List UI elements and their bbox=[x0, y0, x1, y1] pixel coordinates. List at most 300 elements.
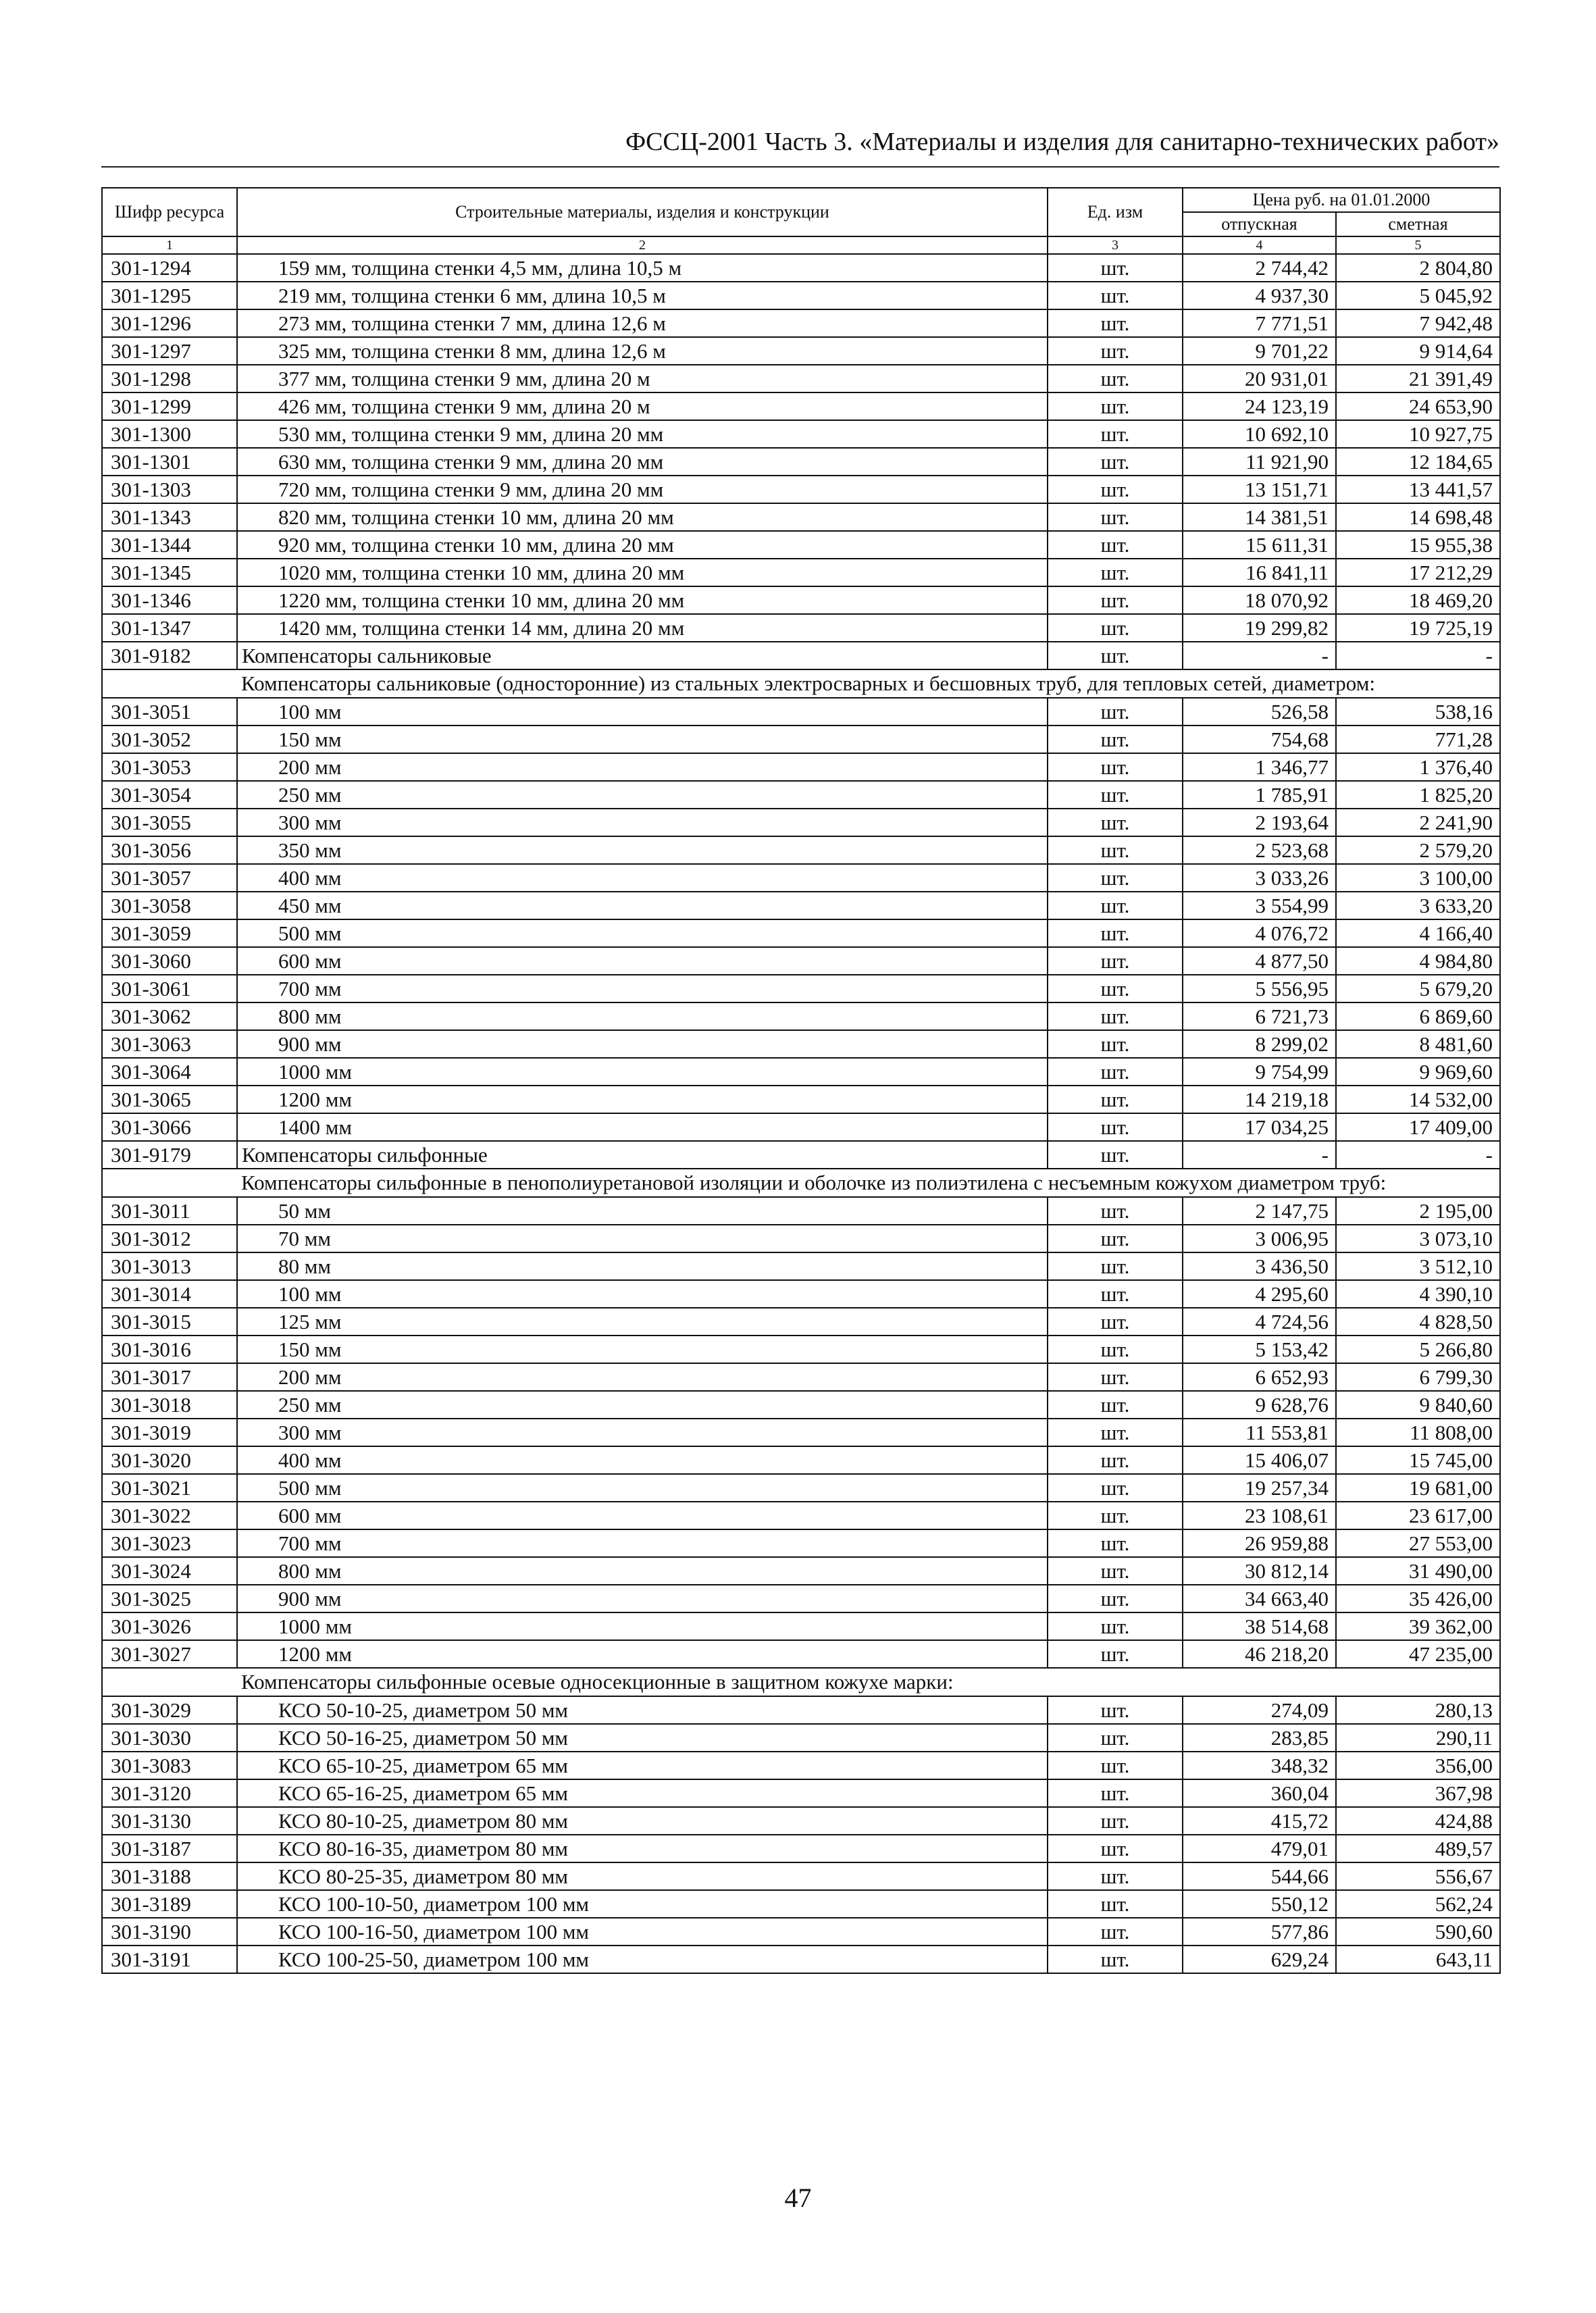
item-description: 820 мм, толщина стенки 10 мм, длина 20 мм bbox=[237, 503, 1048, 531]
unit-of-measure: шт. bbox=[1048, 1280, 1183, 1308]
estimate-price: 489,57 bbox=[1336, 1835, 1500, 1862]
item-description: Компенсаторы сильфонные bbox=[237, 1141, 1048, 1169]
release-price: 526,58 bbox=[1183, 698, 1336, 726]
table-row bbox=[102, 531, 1500, 559]
item-description: 350 мм bbox=[237, 836, 1048, 864]
table-row bbox=[102, 1002, 1500, 1030]
estimate-price: 4 828,50 bbox=[1336, 1308, 1500, 1336]
resource-code: 301-3057 bbox=[102, 864, 237, 892]
unit-of-measure: шт. bbox=[1048, 503, 1183, 531]
item-description: КСО 50-10-25, диаметром 50 мм bbox=[237, 1696, 1048, 1724]
unit-of-measure: шт. bbox=[1048, 698, 1183, 726]
unit-of-measure: шт. bbox=[1048, 1419, 1183, 1446]
unit-of-measure: шт. bbox=[1048, 1225, 1183, 1252]
resource-code: 301-3027 bbox=[102, 1640, 237, 1668]
resource-code: 301-3030 bbox=[102, 1724, 237, 1752]
unit-of-measure: шт. bbox=[1048, 1696, 1183, 1724]
resource-code: 301-3059 bbox=[102, 919, 237, 947]
estimate-price: 6 869,60 bbox=[1336, 1002, 1500, 1030]
table-row bbox=[102, 392, 1500, 420]
unit-of-measure: шт. bbox=[1048, 309, 1183, 337]
resource-code: 301-3066 bbox=[102, 1113, 237, 1141]
item-description: 1220 мм, толщина стенки 10 мм, длина 20 мм bbox=[237, 586, 1048, 614]
release-price: 16 841,11 bbox=[1183, 559, 1336, 586]
col-header-price-group: Цена руб. на 01.01.2000 bbox=[1183, 188, 1500, 212]
item-description: КСО 100-16-50, диаметром 100 мм bbox=[237, 1918, 1048, 1946]
unit-of-measure: шт. bbox=[1048, 1752, 1183, 1779]
unit-of-measure: шт. bbox=[1048, 642, 1183, 669]
unit-of-measure: шт. bbox=[1048, 420, 1183, 448]
table-row bbox=[102, 282, 1500, 309]
release-price: 34 663,40 bbox=[1183, 1585, 1336, 1612]
item-description: 900 мм bbox=[237, 1030, 1048, 1058]
unit-of-measure: шт. bbox=[1048, 1890, 1183, 1918]
table-row bbox=[102, 1280, 1500, 1308]
resource-code: 301-3013 bbox=[102, 1252, 237, 1280]
section-heading-row bbox=[102, 669, 1500, 698]
release-price: 5 153,42 bbox=[1183, 1336, 1336, 1363]
resource-code: 301-3191 bbox=[102, 1946, 237, 1973]
unit-of-measure: шт. bbox=[1048, 726, 1183, 753]
release-price: 3 006,95 bbox=[1183, 1225, 1336, 1252]
resource-code: 301-3188 bbox=[102, 1862, 237, 1890]
table-row bbox=[102, 1612, 1500, 1640]
release-price: 2 523,68 bbox=[1183, 836, 1336, 864]
table-row bbox=[102, 1252, 1500, 1280]
release-price: 4 937,30 bbox=[1183, 282, 1336, 309]
resource-code: 301-3025 bbox=[102, 1585, 237, 1612]
resource-code: 301-3020 bbox=[102, 1446, 237, 1474]
table-row bbox=[102, 586, 1500, 614]
table-row bbox=[102, 1946, 1500, 1973]
estimate-price: 17 212,29 bbox=[1336, 559, 1500, 586]
item-description: 300 мм bbox=[237, 809, 1048, 836]
column-number: 1 bbox=[102, 236, 237, 254]
resource-code: 301-3019 bbox=[102, 1419, 237, 1446]
resource-code: 301-3023 bbox=[102, 1529, 237, 1557]
release-price: 23 108,61 bbox=[1183, 1502, 1336, 1529]
item-description: 800 мм bbox=[237, 1002, 1048, 1030]
estimate-price: 771,28 bbox=[1336, 726, 1500, 753]
estimate-price: 14 698,48 bbox=[1336, 503, 1500, 531]
section-code-cell bbox=[102, 1169, 237, 1197]
table-row bbox=[102, 753, 1500, 781]
release-price: 19 257,34 bbox=[1183, 1474, 1336, 1502]
estimate-price: 3 633,20 bbox=[1336, 892, 1500, 919]
unit-of-measure: шт. bbox=[1048, 1557, 1183, 1585]
resource-code: 301-3011 bbox=[102, 1197, 237, 1225]
estimate-price: 12 184,65 bbox=[1336, 448, 1500, 476]
resource-code: 301-3014 bbox=[102, 1280, 237, 1308]
resource-code: 301-3021 bbox=[102, 1474, 237, 1502]
section-code-cell bbox=[102, 669, 237, 698]
group-row bbox=[102, 642, 1500, 669]
estimate-price: 5 679,20 bbox=[1336, 975, 1500, 1002]
table-row bbox=[102, 1336, 1500, 1363]
resource-code: 301-3061 bbox=[102, 975, 237, 1002]
resource-code: 301-3017 bbox=[102, 1363, 237, 1391]
release-price: 3 436,50 bbox=[1183, 1252, 1336, 1280]
col-header-desc: Строительные материалы, изделия и конструкции bbox=[237, 188, 1048, 236]
item-description: 720 мм, толщина стенки 9 мм, длина 20 мм bbox=[237, 476, 1048, 503]
release-price: 4 877,50 bbox=[1183, 947, 1336, 975]
header-rule bbox=[101, 166, 1499, 168]
resource-code: 301-1298 bbox=[102, 365, 237, 392]
resource-code: 301-9179 bbox=[102, 1141, 237, 1169]
release-price: 2 744,42 bbox=[1183, 254, 1336, 282]
column-number-row bbox=[102, 236, 1500, 254]
unit-of-measure: шт. bbox=[1048, 919, 1183, 947]
item-description: КСО 50-16-25, диаметром 50 мм bbox=[237, 1724, 1048, 1752]
item-description: 70 мм bbox=[237, 1225, 1048, 1252]
unit-of-measure: шт. bbox=[1048, 1529, 1183, 1557]
unit-of-measure: шт. bbox=[1048, 1918, 1183, 1946]
item-description: 150 мм bbox=[237, 1336, 1048, 1363]
resource-code: 301-3130 bbox=[102, 1807, 237, 1835]
table-row bbox=[102, 1446, 1500, 1474]
estimate-price: 15 955,38 bbox=[1336, 531, 1500, 559]
release-price: 19 299,82 bbox=[1183, 614, 1336, 642]
release-price: 2 193,64 bbox=[1183, 809, 1336, 836]
column-number: 3 bbox=[1048, 236, 1183, 254]
estimate-price: 356,00 bbox=[1336, 1752, 1500, 1779]
resource-code: 301-3024 bbox=[102, 1557, 237, 1585]
estimate-price: 17 409,00 bbox=[1336, 1113, 1500, 1141]
estimate-price: 14 532,00 bbox=[1336, 1086, 1500, 1113]
col-header-code: Шифр ресурса bbox=[102, 188, 237, 236]
release-price: 4 295,60 bbox=[1183, 1280, 1336, 1308]
release-price: 18 070,92 bbox=[1183, 586, 1336, 614]
item-description: 800 мм bbox=[237, 1557, 1048, 1585]
resource-code: 301-3051 bbox=[102, 698, 237, 726]
estimate-price: 5 045,92 bbox=[1336, 282, 1500, 309]
estimate-price: 2 579,20 bbox=[1336, 836, 1500, 864]
estimate-price: 47 235,00 bbox=[1336, 1640, 1500, 1668]
resource-code: 301-9182 bbox=[102, 642, 237, 669]
header-row bbox=[102, 188, 1500, 212]
resource-code: 301-1344 bbox=[102, 531, 237, 559]
resource-code: 301-3064 bbox=[102, 1058, 237, 1086]
resource-code: 301-3029 bbox=[102, 1696, 237, 1724]
unit-of-measure: шт. bbox=[1048, 1502, 1183, 1529]
release-price: 1 346,77 bbox=[1183, 753, 1336, 781]
item-description: 377 мм, толщина стенки 9 мм, длина 20 м bbox=[237, 365, 1048, 392]
release-price: 9 754,99 bbox=[1183, 1058, 1336, 1086]
table-row bbox=[102, 1890, 1500, 1918]
estimate-price: 7 942,48 bbox=[1336, 309, 1500, 337]
unit-of-measure: шт. bbox=[1048, 282, 1183, 309]
table-row bbox=[102, 1086, 1500, 1113]
unit-of-measure: шт. bbox=[1048, 836, 1183, 864]
estimate-price: 4 984,80 bbox=[1336, 947, 1500, 975]
section-heading-row bbox=[102, 1668, 1500, 1696]
item-description: 630 мм, толщина стенки 9 мм, длина 20 мм bbox=[237, 448, 1048, 476]
release-price: 360,04 bbox=[1183, 1779, 1336, 1807]
release-price: 3 033,26 bbox=[1183, 864, 1336, 892]
table-row bbox=[102, 1502, 1500, 1529]
resource-code: 301-3190 bbox=[102, 1918, 237, 1946]
table-row bbox=[102, 1419, 1500, 1446]
release-price: 283,85 bbox=[1183, 1724, 1336, 1752]
table-row bbox=[102, 1807, 1500, 1835]
release-price: 11 921,90 bbox=[1183, 448, 1336, 476]
resource-code: 301-1300 bbox=[102, 420, 237, 448]
unit-of-measure: шт. bbox=[1048, 947, 1183, 975]
unit-of-measure: шт. bbox=[1048, 337, 1183, 365]
table-row bbox=[102, 1529, 1500, 1557]
release-price: 274,09 bbox=[1183, 1696, 1336, 1724]
estimate-price: 290,11 bbox=[1336, 1724, 1500, 1752]
table-row bbox=[102, 809, 1500, 836]
section-code-cell bbox=[102, 1668, 237, 1696]
table-row bbox=[102, 1197, 1500, 1225]
resource-code: 301-3053 bbox=[102, 753, 237, 781]
resource-code: 301-1343 bbox=[102, 503, 237, 531]
unit-of-measure: шт. bbox=[1048, 1113, 1183, 1141]
release-price: 30 812,14 bbox=[1183, 1557, 1336, 1585]
unit-of-measure: шт. bbox=[1048, 586, 1183, 614]
release-price: 38 514,68 bbox=[1183, 1612, 1336, 1640]
col-header-estimate: сметная bbox=[1336, 212, 1500, 236]
unit-of-measure: шт. bbox=[1048, 559, 1183, 586]
table-row bbox=[102, 975, 1500, 1002]
item-description: 1020 мм, толщина стенки 10 мм, длина 20 мм bbox=[237, 559, 1048, 586]
release-price: - bbox=[1183, 642, 1336, 669]
release-price: 14 381,51 bbox=[1183, 503, 1336, 531]
item-description: 200 мм bbox=[237, 753, 1048, 781]
item-description: 250 мм bbox=[237, 1391, 1048, 1419]
resource-code: 301-3022 bbox=[102, 1502, 237, 1529]
table-row bbox=[102, 919, 1500, 947]
release-price: 6 721,73 bbox=[1183, 1002, 1336, 1030]
item-description: КСО 65-16-25, диаметром 65 мм bbox=[237, 1779, 1048, 1807]
section-heading: Компенсаторы сильфонные в пенополиуретановой изоляции и оболочке из полиэтилена с несъемным кожухом диаметром труб: bbox=[237, 1169, 1500, 1197]
table-row bbox=[102, 503, 1500, 531]
estimate-price: 8 481,60 bbox=[1336, 1030, 1500, 1058]
release-price: 5 556,95 bbox=[1183, 975, 1336, 1002]
item-description: 80 мм bbox=[237, 1252, 1048, 1280]
item-description: 50 мм bbox=[237, 1197, 1048, 1225]
resource-code: 301-1295 bbox=[102, 282, 237, 309]
release-price: 629,24 bbox=[1183, 1946, 1336, 1973]
estimate-price: 280,13 bbox=[1336, 1696, 1500, 1724]
table-body bbox=[102, 254, 1500, 1973]
table-row bbox=[102, 1030, 1500, 1058]
release-price: 415,72 bbox=[1183, 1807, 1336, 1835]
estimate-price: 367,98 bbox=[1336, 1779, 1500, 1807]
table-row bbox=[102, 614, 1500, 642]
item-description: 273 мм, толщина стенки 7 мм, длина 12,6 м bbox=[237, 309, 1048, 337]
item-description: 1420 мм, толщина стенки 14 мм, длина 20 мм bbox=[237, 614, 1048, 642]
unit-of-measure: шт. bbox=[1048, 1724, 1183, 1752]
column-number: 5 bbox=[1336, 236, 1500, 254]
unit-of-measure: шт. bbox=[1048, 1141, 1183, 1169]
item-description: 600 мм bbox=[237, 947, 1048, 975]
estimate-price: 2 241,90 bbox=[1336, 809, 1500, 836]
table-row bbox=[102, 892, 1500, 919]
table-row bbox=[102, 448, 1500, 476]
release-price: 15 406,07 bbox=[1183, 1446, 1336, 1474]
unit-of-measure: шт. bbox=[1048, 1640, 1183, 1668]
table-row bbox=[102, 254, 1500, 282]
unit-of-measure: шт. bbox=[1048, 1446, 1183, 1474]
resource-code: 301-3189 bbox=[102, 1890, 237, 1918]
table-row bbox=[102, 1225, 1500, 1252]
page-header bbox=[101, 127, 1499, 168]
table-row bbox=[102, 1696, 1500, 1724]
item-description: 700 мм bbox=[237, 1529, 1048, 1557]
item-description: КСО 80-10-25, диаметром 80 мм bbox=[237, 1807, 1048, 1835]
release-price: 13 151,71 bbox=[1183, 476, 1336, 503]
item-description: 250 мм bbox=[237, 781, 1048, 809]
unit-of-measure: шт. bbox=[1048, 809, 1183, 836]
estimate-price: 3 100,00 bbox=[1336, 864, 1500, 892]
unit-of-measure: шт. bbox=[1048, 1308, 1183, 1336]
estimate-price: 23 617,00 bbox=[1336, 1502, 1500, 1529]
estimate-price: 556,67 bbox=[1336, 1862, 1500, 1890]
unit-of-measure: шт. bbox=[1048, 1474, 1183, 1502]
resource-code: 301-3058 bbox=[102, 892, 237, 919]
item-description: 125 мм bbox=[237, 1308, 1048, 1336]
release-price: 11 553,81 bbox=[1183, 1419, 1336, 1446]
resource-code: 301-3018 bbox=[102, 1391, 237, 1419]
release-price: 544,66 bbox=[1183, 1862, 1336, 1890]
column-number: 2 bbox=[237, 236, 1048, 254]
item-description: КСО 65-10-25, диаметром 65 мм bbox=[237, 1752, 1048, 1779]
item-description: 1200 мм bbox=[237, 1640, 1048, 1668]
table-row bbox=[102, 1752, 1500, 1779]
resource-code: 301-3062 bbox=[102, 1002, 237, 1030]
item-description: КСО 80-16-35, диаметром 80 мм bbox=[237, 1835, 1048, 1862]
item-description: 159 мм, толщина стенки 4,5 мм, длина 10,5 м bbox=[237, 254, 1048, 282]
unit-of-measure: шт. bbox=[1048, 753, 1183, 781]
estimate-price: 11 808,00 bbox=[1336, 1419, 1500, 1446]
resource-code: 301-1296 bbox=[102, 309, 237, 337]
unit-of-measure: шт. bbox=[1048, 448, 1183, 476]
unit-of-measure: шт. bbox=[1048, 1197, 1183, 1225]
estimate-price: 643,11 bbox=[1336, 1946, 1500, 1973]
estimate-price: 3 073,10 bbox=[1336, 1225, 1500, 1252]
item-description: КСО 100-10-50, диаметром 100 мм bbox=[237, 1890, 1048, 1918]
resource-code: 301-3083 bbox=[102, 1752, 237, 1779]
estimate-price: 2 195,00 bbox=[1336, 1197, 1500, 1225]
estimate-price: 24 653,90 bbox=[1336, 392, 1500, 420]
estimate-price: 5 266,80 bbox=[1336, 1336, 1500, 1363]
table-row bbox=[102, 1640, 1500, 1668]
unit-of-measure: шт. bbox=[1048, 975, 1183, 1002]
resource-code: 301-3054 bbox=[102, 781, 237, 809]
item-description: 400 мм bbox=[237, 864, 1048, 892]
table-row bbox=[102, 420, 1500, 448]
unit-of-measure: шт. bbox=[1048, 1807, 1183, 1835]
table-row bbox=[102, 337, 1500, 365]
resource-code: 301-3055 bbox=[102, 809, 237, 836]
estimate-price: 39 362,00 bbox=[1336, 1612, 1500, 1640]
release-price: 46 218,20 bbox=[1183, 1640, 1336, 1668]
table-row bbox=[102, 1308, 1500, 1336]
estimate-price: 4 390,10 bbox=[1336, 1280, 1500, 1308]
table-row bbox=[102, 698, 1500, 726]
page-number: 47 bbox=[784, 2183, 812, 2213]
table-row bbox=[102, 309, 1500, 337]
item-description: 900 мм bbox=[237, 1585, 1048, 1612]
resource-code: 301-3060 bbox=[102, 947, 237, 975]
item-description: 500 мм bbox=[237, 919, 1048, 947]
estimate-price: 9 840,60 bbox=[1336, 1391, 1500, 1419]
item-description: КСО 100-25-50, диаметром 100 мм bbox=[237, 1946, 1048, 1973]
item-description: 1000 мм bbox=[237, 1612, 1048, 1640]
unit-of-measure: шт. bbox=[1048, 476, 1183, 503]
table-row bbox=[102, 726, 1500, 753]
table-row bbox=[102, 559, 1500, 586]
unit-of-measure: шт. bbox=[1048, 1391, 1183, 1419]
resource-code: 301-1345 bbox=[102, 559, 237, 586]
resource-code: 301-3016 bbox=[102, 1336, 237, 1363]
estimate-price: 35 426,00 bbox=[1336, 1585, 1500, 1612]
unit-of-measure: шт. bbox=[1048, 1585, 1183, 1612]
table-row bbox=[102, 1779, 1500, 1807]
item-description: 450 мм bbox=[237, 892, 1048, 919]
unit-of-measure: шт. bbox=[1048, 1946, 1183, 1973]
price-table bbox=[101, 187, 1501, 1974]
item-description: 700 мм bbox=[237, 975, 1048, 1002]
resource-code: 301-1299 bbox=[102, 392, 237, 420]
unit-of-measure: шт. bbox=[1048, 864, 1183, 892]
estimate-price: 1 376,40 bbox=[1336, 753, 1500, 781]
resource-code: 301-1301 bbox=[102, 448, 237, 476]
unit-of-measure: шт. bbox=[1048, 781, 1183, 809]
estimate-price: - bbox=[1336, 642, 1500, 669]
item-description: 150 мм bbox=[237, 726, 1048, 753]
resource-code: 301-1297 bbox=[102, 337, 237, 365]
unit-of-measure: шт. bbox=[1048, 1862, 1183, 1890]
item-description: 100 мм bbox=[237, 1280, 1048, 1308]
item-description: 426 мм, толщина стенки 9 мм, длина 20 м bbox=[237, 392, 1048, 420]
item-description: 325 мм, толщина стенки 8 мм, длина 12,6 м bbox=[237, 337, 1048, 365]
release-price: 9 701,22 bbox=[1183, 337, 1336, 365]
table-row bbox=[102, 864, 1500, 892]
section-heading: Компенсаторы сильфонные осевые односекционные в защитном кожухе марки: bbox=[237, 1668, 1500, 1696]
item-description: 530 мм, толщина стенки 9 мм, длина 20 мм bbox=[237, 420, 1048, 448]
estimate-price: 13 441,57 bbox=[1336, 476, 1500, 503]
resource-code: 301-3063 bbox=[102, 1030, 237, 1058]
section-heading-row bbox=[102, 1169, 1500, 1197]
release-price: 24 123,19 bbox=[1183, 392, 1336, 420]
document-title: ФССЦ-2001 Часть 3. «Материалы и изделия для санитарно-технических работ» bbox=[625, 128, 1499, 156]
resource-code: 301-3012 bbox=[102, 1225, 237, 1252]
release-price: - bbox=[1183, 1141, 1336, 1169]
release-price: 10 692,10 bbox=[1183, 420, 1336, 448]
table-row bbox=[102, 1474, 1500, 1502]
item-description: Компенсаторы сальниковые bbox=[237, 642, 1048, 669]
table-row bbox=[102, 1835, 1500, 1862]
resource-code: 301-3056 bbox=[102, 836, 237, 864]
release-price: 4 076,72 bbox=[1183, 919, 1336, 947]
unit-of-measure: шт. bbox=[1048, 892, 1183, 919]
table-row bbox=[102, 781, 1500, 809]
release-price: 479,01 bbox=[1183, 1835, 1336, 1862]
release-price: 15 611,31 bbox=[1183, 531, 1336, 559]
unit-of-measure: шт. bbox=[1048, 1612, 1183, 1640]
item-description: КСО 80-25-35, диаметром 80 мм bbox=[237, 1862, 1048, 1890]
estimate-price: 27 553,00 bbox=[1336, 1529, 1500, 1557]
item-description: 200 мм bbox=[237, 1363, 1048, 1391]
estimate-price: 21 391,49 bbox=[1336, 365, 1500, 392]
unit-of-measure: шт. bbox=[1048, 1336, 1183, 1363]
unit-of-measure: шт. bbox=[1048, 1252, 1183, 1280]
table-row bbox=[102, 1058, 1500, 1086]
item-description: 1400 мм bbox=[237, 1113, 1048, 1141]
